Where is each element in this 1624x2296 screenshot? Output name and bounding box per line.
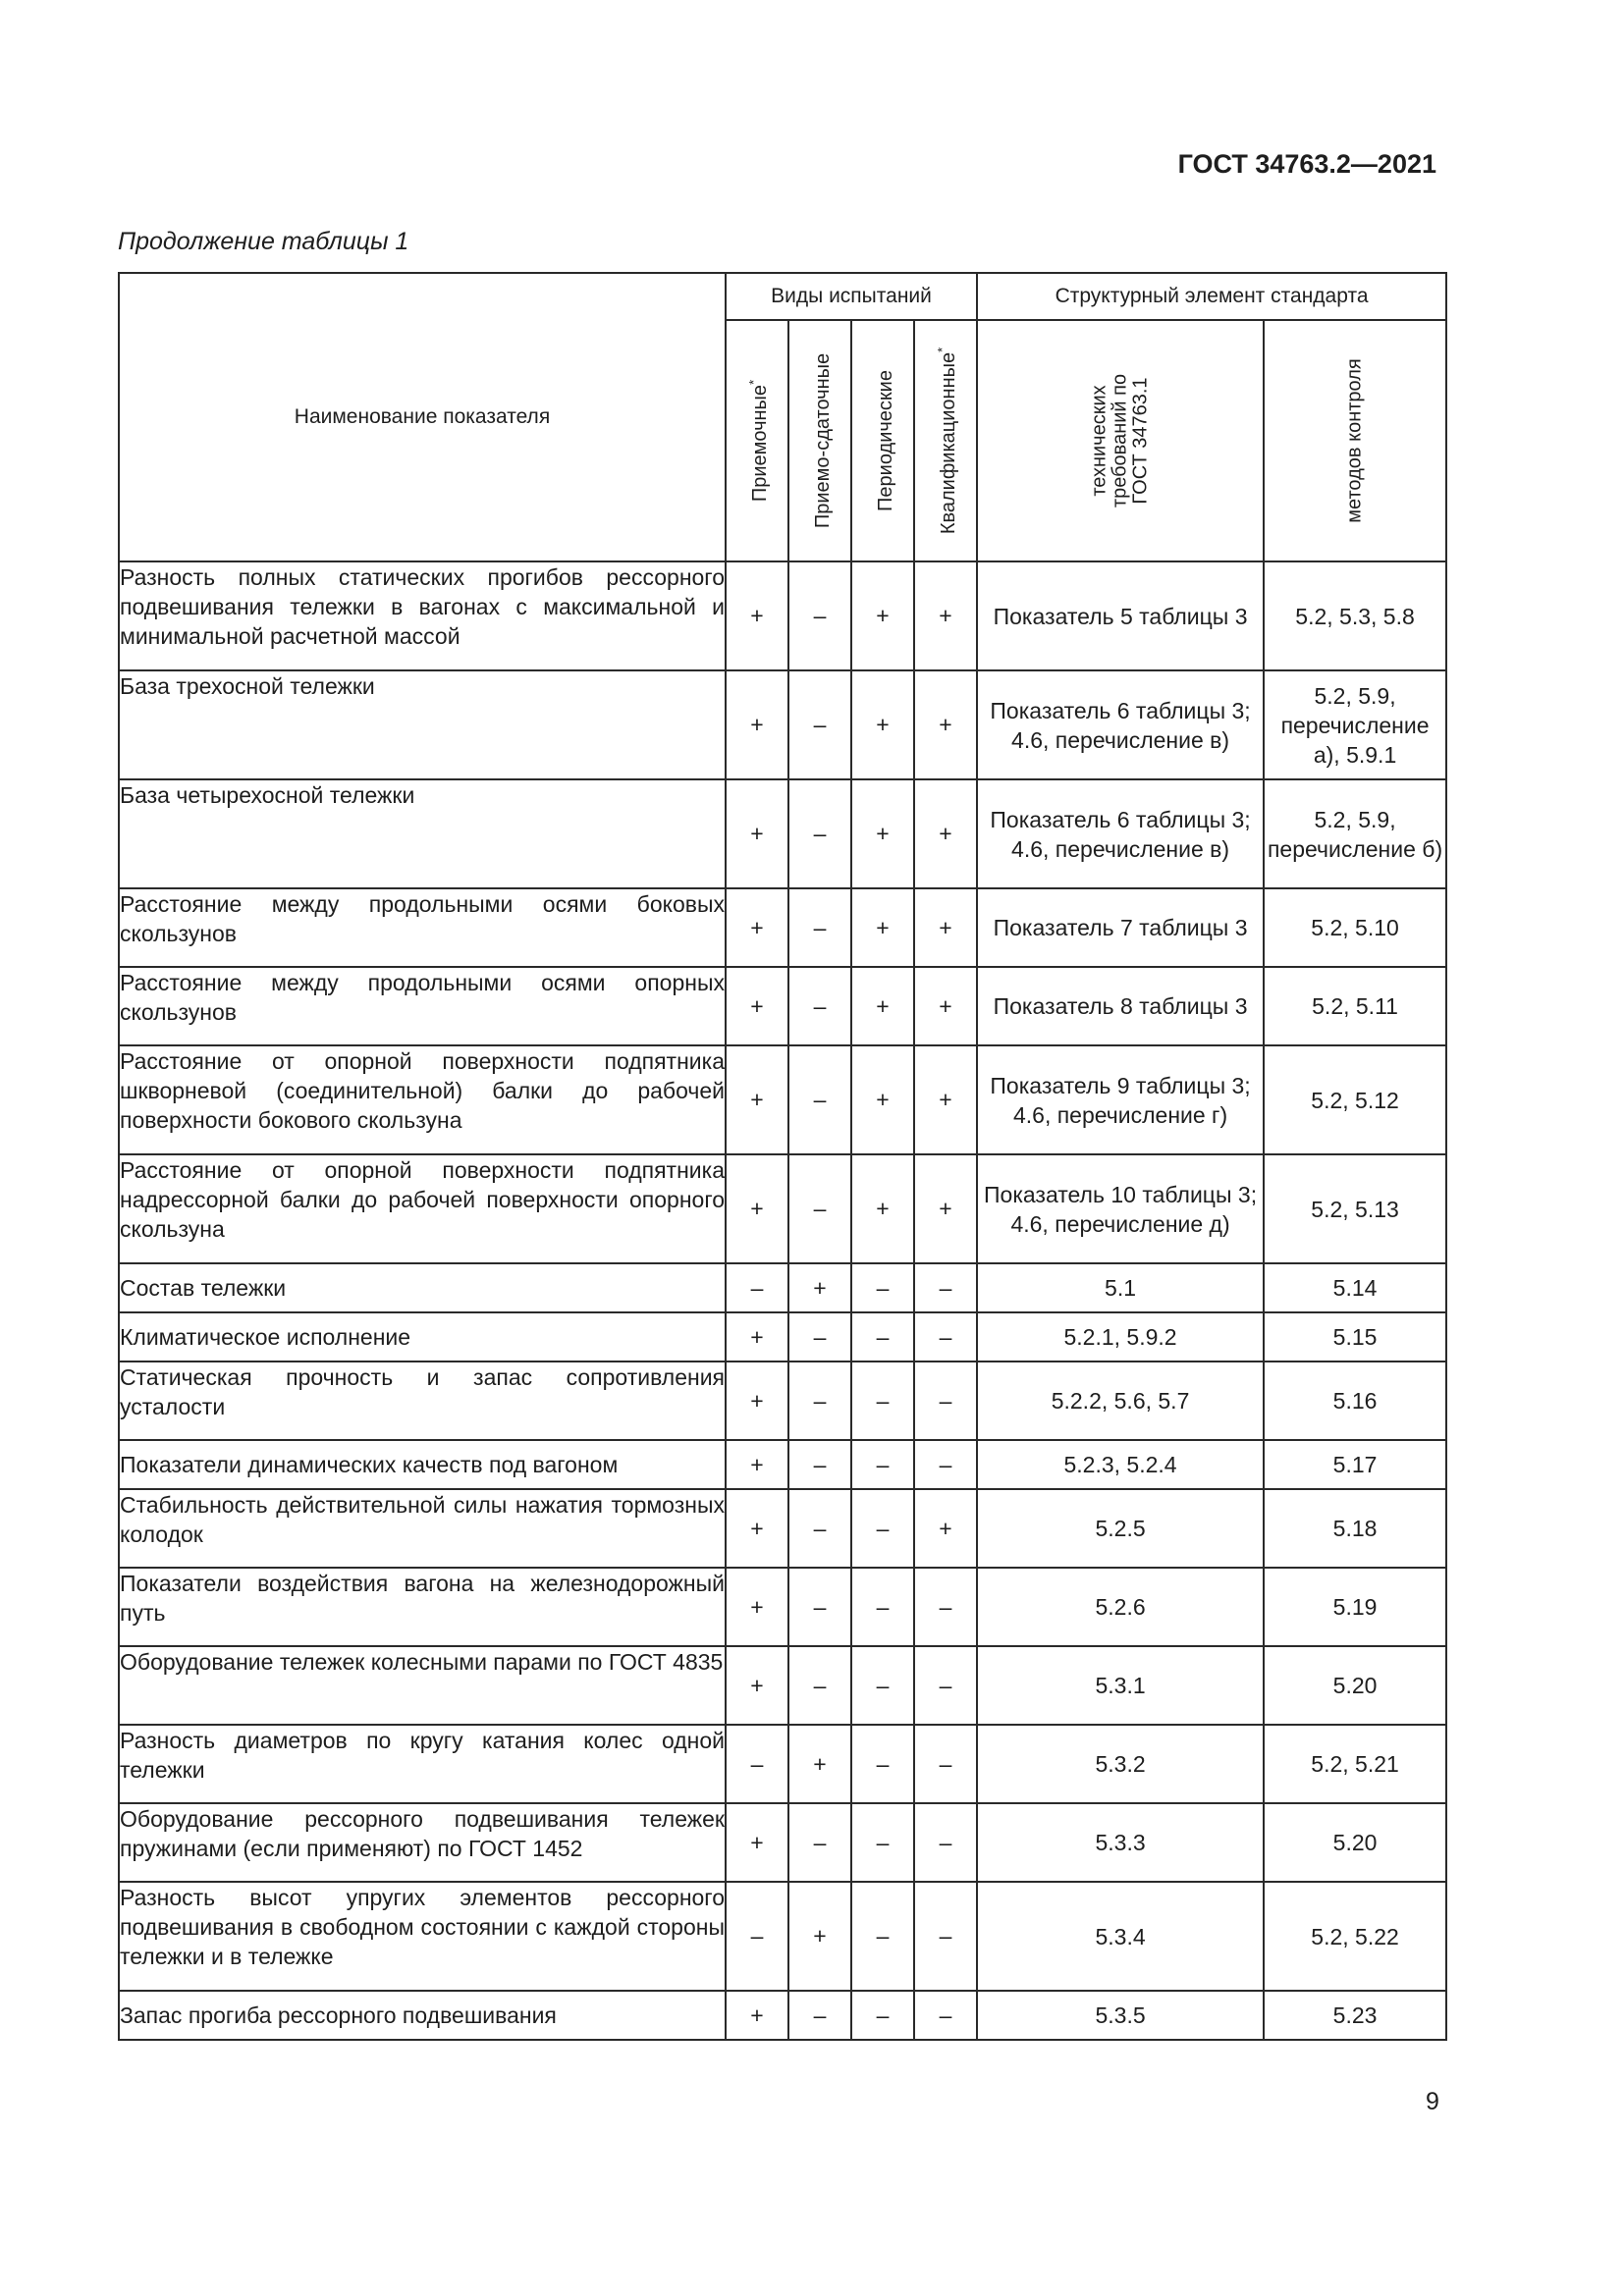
table-row — [119, 888, 1446, 967]
test-mark: – — [914, 1312, 977, 1362]
tech-requirement-ref: 5.3.4 — [977, 1882, 1264, 1991]
indicator-name: Расстояние от опорной поверхности подпятника надрессорной балки до рабочей поверхности опорного скользуна — [119, 1154, 726, 1263]
indicator-name: Климатическое исполнение — [119, 1312, 726, 1362]
indicator-name: Показатели динамических качеств под вагоном — [119, 1440, 726, 1489]
table-row — [119, 1991, 1446, 2040]
test-mark: – — [851, 1646, 914, 1725]
test-mark: + — [914, 888, 977, 967]
test-mark: – — [788, 1568, 851, 1646]
test-mark: – — [788, 1154, 851, 1263]
test-mark: – — [851, 1725, 914, 1803]
control-method-ref: 5.2, 5.13 — [1264, 1154, 1446, 1263]
indicator-name: Показатели воздействия вагона на железнодорожный путь — [119, 1568, 726, 1646]
indicator-name: Оборудование тележек колесными парами по ГОСТ 4835 — [119, 1646, 726, 1725]
test-mark: – — [788, 561, 851, 670]
indicator-name: Оборудование рессорного подвешивания тележек пружинами (если применяют) по ГОСТ 1452 — [119, 1803, 726, 1882]
tech-requirement-ref: 5.2.5 — [977, 1489, 1264, 1568]
test-mark: – — [914, 1263, 977, 1312]
indicator-name: База трехосной тележки — [119, 670, 726, 779]
test-mark: – — [851, 1362, 914, 1440]
table-row — [119, 1725, 1446, 1803]
indicator-name: База четырехосной тележки — [119, 779, 726, 888]
test-mark: – — [914, 1725, 977, 1803]
control-method-ref: 5.2, 5.10 — [1264, 888, 1446, 967]
control-method-ref: 5.16 — [1264, 1362, 1446, 1440]
table-body — [119, 561, 1446, 2040]
group-header-tests: Виды испытаний — [726, 273, 977, 320]
test-mark: – — [851, 1568, 914, 1646]
test-mark: + — [726, 561, 788, 670]
test-mark: + — [914, 779, 977, 888]
test-mark: – — [726, 1882, 788, 1991]
test-mark: + — [914, 1154, 977, 1263]
document-code: ГОСТ 34763.2—2021 — [1177, 149, 1436, 179]
test-mark: + — [851, 561, 914, 670]
test-mark: – — [788, 1045, 851, 1154]
test-mark: – — [914, 1440, 977, 1489]
test-mark: – — [788, 1362, 851, 1440]
test-mark: + — [726, 1646, 788, 1725]
tech-requirement-ref: 5.3.2 — [977, 1725, 1264, 1803]
group-header-structure: Структурный элемент стандарта — [977, 273, 1446, 320]
test-mark: + — [914, 967, 977, 1045]
control-method-ref: 5.2, 5.9, перечисление б) — [1264, 779, 1446, 888]
test-mark: + — [726, 1991, 788, 2040]
tech-requirement-ref: 5.3.3 — [977, 1803, 1264, 1882]
test-mark: – — [788, 1991, 851, 2040]
indicator-name: Статическая прочность и запас сопротивления усталости — [119, 1362, 726, 1440]
control-method-ref: 5.2, 5.21 — [1264, 1725, 1446, 1803]
test-mark: + — [851, 888, 914, 967]
test-mark: – — [726, 1263, 788, 1312]
test-mark: – — [914, 1362, 977, 1440]
indicator-name: Расстояние между продольными осями боковых скользунов — [119, 888, 726, 967]
table-row — [119, 1489, 1446, 1568]
test-mark: + — [914, 1489, 977, 1568]
test-mark: + — [726, 967, 788, 1045]
control-method-ref: 5.19 — [1264, 1568, 1446, 1646]
table-row — [119, 1045, 1446, 1154]
test-mark: – — [788, 1489, 851, 1568]
test-mark: – — [788, 888, 851, 967]
tech-requirement-ref: 5.2.1, 5.9.2 — [977, 1312, 1264, 1362]
column-header-control-methods: методов контроля — [1264, 320, 1446, 561]
test-mark: + — [726, 1045, 788, 1154]
test-mark: + — [726, 888, 788, 967]
tech-requirement-ref: 5.3.1 — [977, 1646, 1264, 1725]
test-mark: + — [726, 1440, 788, 1489]
test-mark: – — [788, 967, 851, 1045]
indicator-name: Стабильность действительной силы нажатия тормозных колодок — [119, 1489, 726, 1568]
test-mark: + — [851, 1045, 914, 1154]
test-mark: + — [726, 1362, 788, 1440]
table-row — [119, 561, 1446, 670]
test-mark: – — [788, 779, 851, 888]
tech-requirement-ref: Показатель 6 таблицы 3; 4.6, перечисление в) — [977, 779, 1264, 888]
indicator-name: Запас прогиба рессорного подвешивания — [119, 1991, 726, 2040]
control-method-ref: 5.23 — [1264, 1991, 1446, 2040]
column-header-delivery: Приемо-сдаточные — [788, 320, 851, 561]
indicator-name: Расстояние от опорной поверхности подпятника шкворневой (соединительной) балки до рабочей поверхности бокового скользуна — [119, 1045, 726, 1154]
test-mark: – — [851, 1312, 914, 1362]
test-mark: – — [851, 1882, 914, 1991]
tech-requirement-ref: Показатель 9 таблицы 3; 4.6, перечисление г) — [977, 1045, 1264, 1154]
table-row — [119, 670, 1446, 779]
table-row — [119, 1154, 1446, 1263]
test-mark: + — [914, 561, 977, 670]
table-row — [119, 967, 1446, 1045]
column-header-name: Наименование показателя — [119, 273, 726, 561]
tech-requirement-ref: Показатель 8 таблицы 3 — [977, 967, 1264, 1045]
test-mark: – — [788, 1312, 851, 1362]
tech-requirement-ref: Показатель 5 таблицы 3 — [977, 561, 1264, 670]
table-caption: Продолжение таблицы 1 — [118, 228, 409, 255]
control-method-ref: 5.2, 5.3, 5.8 — [1264, 561, 1446, 670]
test-mark: + — [851, 670, 914, 779]
test-mark: + — [851, 1154, 914, 1263]
test-mark: – — [851, 1489, 914, 1568]
test-mark: – — [914, 1803, 977, 1882]
test-mark: – — [914, 1991, 977, 2040]
column-header-acceptance: Приемочные* — [726, 320, 788, 561]
control-method-ref: 5.14 — [1264, 1263, 1446, 1312]
test-mark: + — [726, 1312, 788, 1362]
indicator-name: Разность полных статических прогибов рессорного подвешивания тележки в вагонах с максимальной и минимальной расчетной массой — [119, 561, 726, 670]
tech-requirement-ref: 5.3.5 — [977, 1991, 1264, 2040]
table-row — [119, 1440, 1446, 1489]
test-mark: – — [851, 1440, 914, 1489]
test-mark: – — [914, 1568, 977, 1646]
test-mark: + — [726, 670, 788, 779]
test-mark: + — [914, 1045, 977, 1154]
indicator-name: Состав тележки — [119, 1263, 726, 1312]
test-mark: + — [851, 967, 914, 1045]
table-row — [119, 1803, 1446, 1882]
table-row — [119, 779, 1446, 888]
column-header-qualification: Квалификационные* — [914, 320, 977, 561]
table-row — [119, 1568, 1446, 1646]
test-mark: + — [726, 1803, 788, 1882]
test-mark: – — [788, 1803, 851, 1882]
control-method-ref: 5.2, 5.9, перечисление а), 5.9.1 — [1264, 670, 1446, 779]
table-row — [119, 1312, 1446, 1362]
indicator-name: Разность высот упругих элементов рессорного подвешивания в свободном состоянии с каждой стороны тележки и в тележке — [119, 1882, 726, 1991]
test-mark: – — [788, 1440, 851, 1489]
table-row — [119, 1263, 1446, 1312]
column-header-tech-requirements: технических требований по ГОСТ 34763.1 — [977, 320, 1264, 561]
tech-requirement-ref: Показатель 7 таблицы 3 — [977, 888, 1264, 967]
test-mark: + — [726, 779, 788, 888]
test-mark: – — [851, 1991, 914, 2040]
page-number: 9 — [1426, 2088, 1439, 2115]
tech-requirement-ref: 5.2.6 — [977, 1568, 1264, 1646]
tech-requirement-ref: 5.1 — [977, 1263, 1264, 1312]
test-mark: + — [788, 1725, 851, 1803]
table-row — [119, 1882, 1446, 1991]
test-mark: + — [726, 1154, 788, 1263]
column-header-periodic: Периодические — [851, 320, 914, 561]
test-mark: – — [851, 1263, 914, 1312]
tech-requirement-ref: Показатель 6 таблицы 3; 4.6, перечисление в) — [977, 670, 1264, 779]
indicator-name: Разность диаметров по кругу катания колес одной тележки — [119, 1725, 726, 1803]
indicator-name: Расстояние между продольными осями опорных скользунов — [119, 967, 726, 1045]
test-mark: – — [914, 1646, 977, 1725]
test-mark: + — [788, 1882, 851, 1991]
test-mark: – — [788, 1646, 851, 1725]
table-row — [119, 1646, 1446, 1725]
control-method-ref: 5.2, 5.22 — [1264, 1882, 1446, 1991]
tech-requirement-ref: 5.2.3, 5.2.4 — [977, 1440, 1264, 1489]
control-method-ref: 5.18 — [1264, 1489, 1446, 1568]
header-row-groups — [119, 273, 1446, 320]
control-method-ref: 5.2, 5.11 — [1264, 967, 1446, 1045]
control-method-ref: 5.20 — [1264, 1803, 1446, 1882]
control-method-ref: 5.20 — [1264, 1646, 1446, 1725]
control-method-ref: 5.2, 5.12 — [1264, 1045, 1446, 1154]
test-mark: + — [914, 670, 977, 779]
table-row — [119, 1362, 1446, 1440]
control-method-ref: 5.17 — [1264, 1440, 1446, 1489]
control-method-ref: 5.15 — [1264, 1312, 1446, 1362]
tech-requirement-ref: Показатель 10 таблицы 3; 4.6, перечисление д) — [977, 1154, 1264, 1263]
tech-requirement-ref: 5.2.2, 5.6, 5.7 — [977, 1362, 1264, 1440]
test-mark: + — [726, 1568, 788, 1646]
test-mark: + — [726, 1489, 788, 1568]
test-mark: – — [788, 670, 851, 779]
test-mark: – — [726, 1725, 788, 1803]
test-mark: – — [851, 1803, 914, 1882]
test-mark: + — [788, 1263, 851, 1312]
indicators-table — [118, 272, 1447, 2041]
test-mark: – — [914, 1882, 977, 1991]
test-mark: + — [851, 779, 914, 888]
